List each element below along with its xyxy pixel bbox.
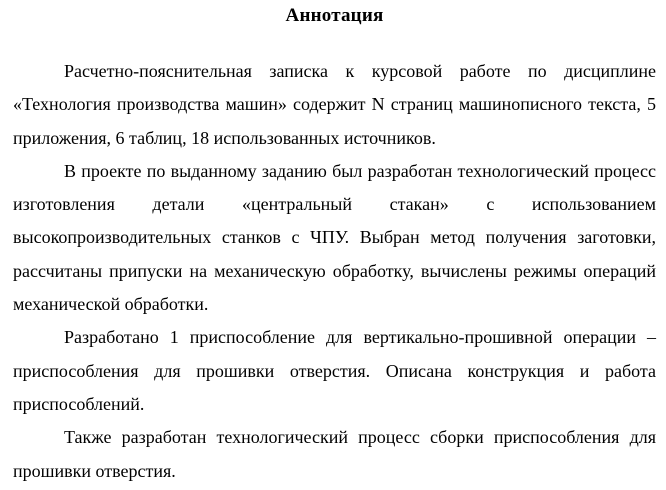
paragraph-summary: Расчетно-пояснительная записка к курсовой работе по дисциплине «Технология производства машин» содержит N страниц машинописного текста, 5 приложения, 6 таблиц, 18 использованных источников.: [13, 61, 656, 148]
paragraph-project: В проекте по выданному заданию был разработан технологический процесс изготовления детали «центральный стакан» с использованием высокопроизводительных станков с ЧПУ. Выбран метод получения заготовки, рассчитаны припуски на механическую обработку, вычислены режимы операций механической обработки.: [13, 160, 656, 315]
document-page: [13, 0, 656, 488]
paragraph-assembly: Также разработан технологический процесс сборки приспособления для прошивки отверстия.: [13, 427, 656, 481]
page-title: Аннотация: [285, 5, 384, 26]
paragraph-fixture: Разработано 1 приспособление для вертикально-прошивной операции – приспособления для прошивки отверстия. Описана конструкция и работа приспособлений.: [13, 327, 656, 414]
